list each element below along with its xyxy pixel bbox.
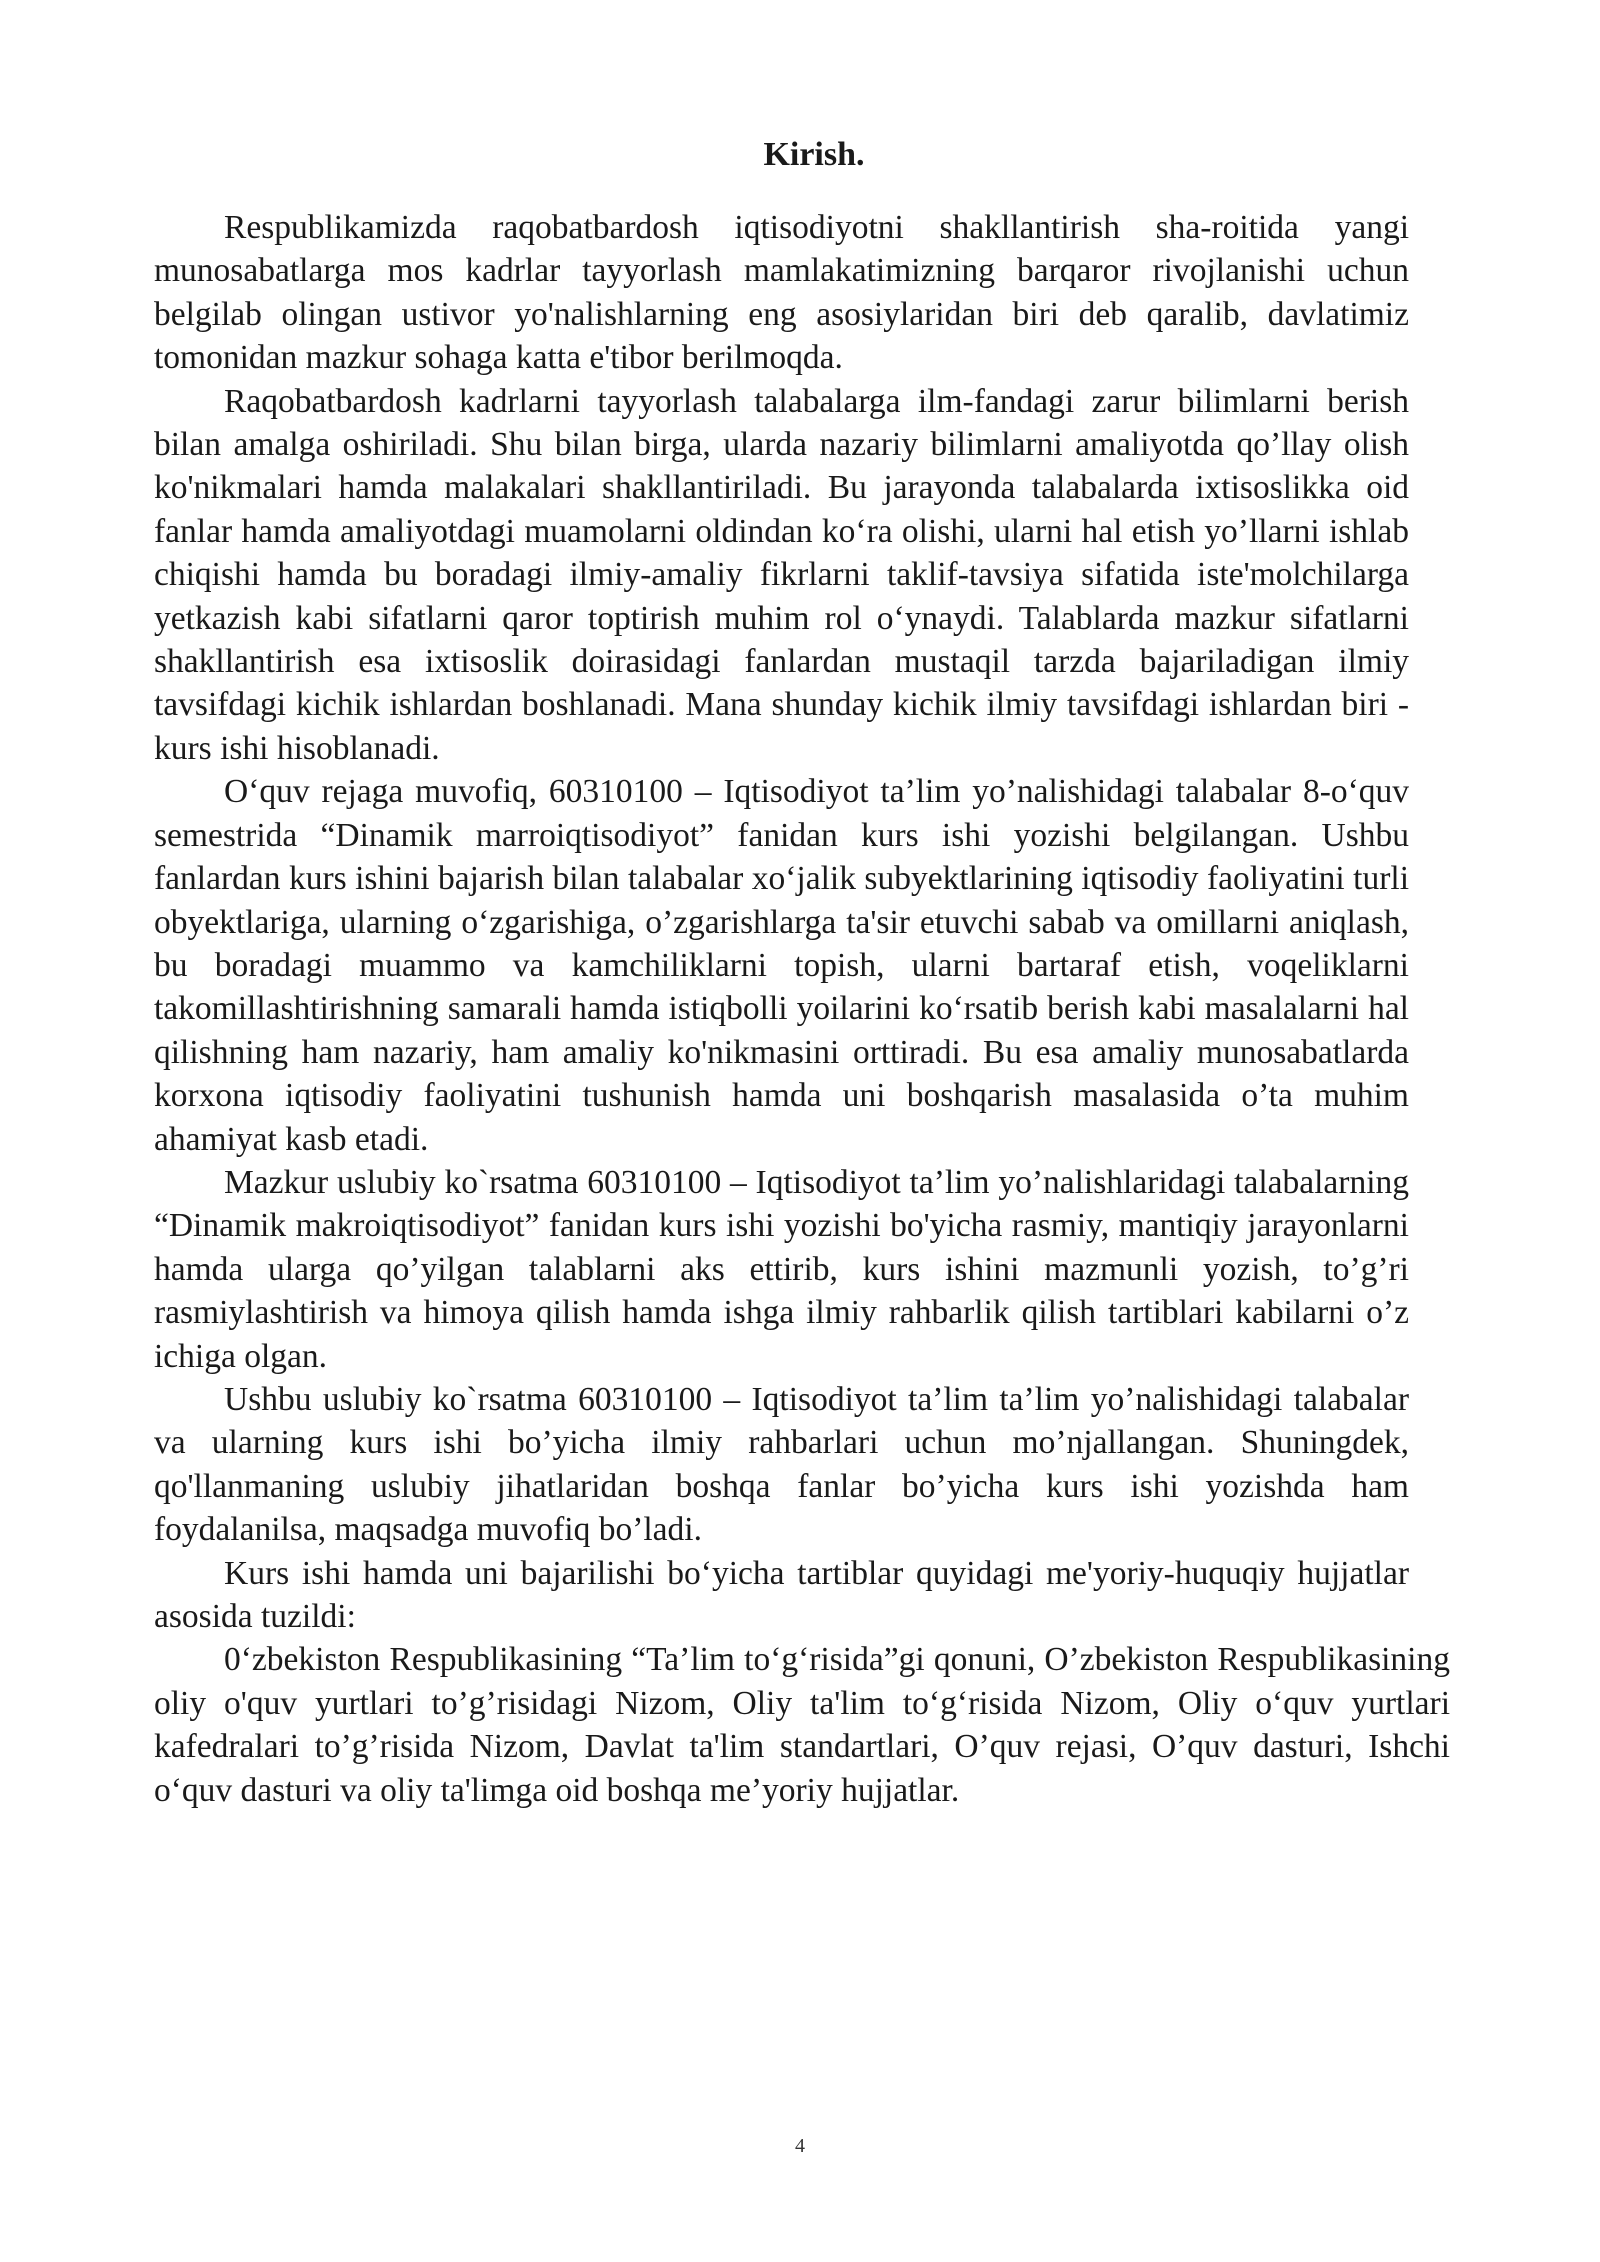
paragraph-curriculum: O‘quv rejaga muvofiq, 60310100 – Iqtisodiyot ta’lim yo’nalishidagi talabalar 8-o‘quv semestrida “Dinamik marroiqtisodiyot” fanidan kurs ishi yozishi belgilangan. Ushbu fanlardan kurs ishini bajarish bilan talabalar xo‘jalik subyektlarining iqtisodiy faoliyatini turli obyektlariga, ularning o‘zgarishiga, o’zgarishlarga ta'sir etuvchi sabab va omillarni aniqlash, bu boradagi muammo va kamchiliklarni topish, ularni bartaraf etish, voqeliklarni takomillashtirishning samarali hamda istiqbolli yoilarini koʻrsatib berish kabi masalalarni hal qilishning ham nazariy, ham amaliy ko'nikmasini orttiradi. Bu esa amaliy munosabatlarda korxona iqtisodiy faoliyatini tushunish hamda uni boshqarish masalasida o’ta muhim ahamiyat kasb etadi. [154, 773, 1409, 1158]
page-title: Kirish. [763, 136, 865, 173]
paragraph-legal-basis: Kurs ishi hamda uni bajarilishi bo‘yicha tartiblar quyidagi me'yoriy-huquqiy hujjatlar asosida tuzildi: [154, 1554, 1409, 1635]
paragraph-guideline-audience: Ushbu uslubiy ko`rsatma 60310100 – Iqtisodiyot ta’lim ta’lim yo’nalishidagi talabalar va ularning kurs ishi bo’yicha ilmiy rahbarlari uchun mo’njallangan. Shuningdek, qo'llanmaning uslubiy jihatlaridan boshqa fanlar bo’yicha kurs ishi yozishda ham foydalanilsa, maqsadga muvofiq bo’ladi. [154, 1380, 1409, 1549]
page-number: 4 [795, 2135, 805, 2157]
paragraph-guideline-scope: Mazkur uslubiy ko`rsatma 60310100 – Iqtisodiyot ta’lim yo’nalishlaridagi talabalarning “Dinamik makroiqtisodiyot” fanidan kurs ishi yozishi bo'yicha rasmiy, mantiqiy jarayonlarni hamda ularga qo’yilgan talablarni aks ettirib, kurs ishini mazmunli yozish, to’g’ri rasmiylashtirish va himoya qilish hamda ishga ilmiy rahbarlik qilish tartiblari kabilarni o’z ichiga olgan. [154, 1163, 1409, 1375]
document-page [154, 130, 1450, 1812]
paragraph-legal-documents: 0‘zbekiston Respublikasining “Ta’lim to‘g‘risida”gi qonuni, O’zbekiston Respublikasining oliy o'quv yurtlari to’g’risidagi Nizom, Oliy ta'lim to‘g‘risida Nizom, Oliy o‘quv yurtlari kafedralari to’g’risida Nizom, Davlat ta'lim standartlari, O’quv rejasi, O’quv dasturi, Ishchi o‘quv dasturi va oliy ta'limga oid boshqa me’yoriy hujjatlar. [154, 1641, 1450, 1809]
paragraph-training: Raqobatbardosh kadrlarni tayyorlash talabalarga ilm-fandagi zarur bilimlarni berish bilan amalga oshiriladi. Shu bilan birga, ularda nazariy bilimlarni amaliyotda qo’llay olish ko'nikmalari hamda malakalari shakllantiriladi. Bu jarayonda talabalarda ixtisoslikka oid fanlar hamda amaliyotdagi muamolarni oldindan ko‘ra olishi, ularni hal etish yo’llarni ishlab chiqishi hamda bu boradagi ilmiy-amaliy fikrlarni taklif-tavsiya sifatida iste'molchilarga yetkazish kabi sifatlarni qaror toptirish muhim rol oʻynaydi. Talablarda mazkur sifatlarni shakllantirish esa ixtisoslik doirasidagi fanlardan mustaqil tarzda bajariladigan ilmiy tavsifdagi kichik ishlardan boshlanadi. Mana shunday kichik ilmiy tavsifdagi ishlardan biri - kurs ishi hisoblanadi. [154, 382, 1409, 767]
paragraph-intro: Respublikamizda raqobatbardosh iqtisodiyotni shakllantirish sha-roitida yangi munosabatlarga mos kadrlar tayyorlash mamlakatimizning barqaror rivojlanishi uchun belgilab olingan ustivor yo'nalishlarning eng asosiylaridan biri deb qaralib, davlatimiz tomonidan mazkur sohaga katta e'tibor berilmoqda. [154, 209, 1409, 377]
